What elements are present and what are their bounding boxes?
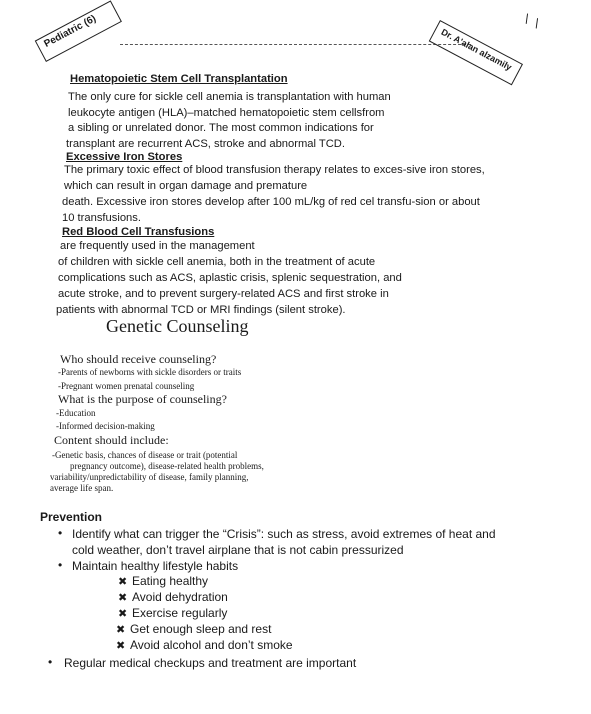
bullet-2-dot: • xyxy=(58,558,63,572)
genetic-counseling-title: Genetic Counseling xyxy=(106,316,249,336)
cross-icon: ✖ xyxy=(118,592,128,604)
hsct-line-3: a sibling or unrelated donor. The most common indications for xyxy=(68,122,374,134)
iron-line-3: death. Excessive iron stores develop after 100 mL/kg of red cel transfu-sion or about xyxy=(62,196,480,208)
rbc-heading: Red Blood Cell Transfusions xyxy=(62,226,215,238)
rbc-line-4: acute stroke, and to prevent surgery-related ACS and first stroke in xyxy=(58,288,389,300)
rbc-line-3: complications such as ACS, aplastic crisis, splenic sequestration, and xyxy=(58,272,402,284)
genetic-content-line-4: average life span. xyxy=(50,483,114,493)
iron-heading: Excessive Iron Stores xyxy=(66,151,183,163)
genetic-content-line-2: pregnancy outcome), disease-related health problems, xyxy=(70,461,264,471)
rbc-line-2: of children with sickle cell anemia, both in the treatment of acute xyxy=(58,256,376,268)
genetic-purpose-item-2: -Informed decision-making xyxy=(56,421,155,431)
habit-item-2-label: Avoid dehydration xyxy=(132,590,228,604)
hsct-heading: Hematopoietic Stem Cell Transplantation xyxy=(70,73,288,85)
genetic-content-line-3: variability/unpredictability of disease, family planning, xyxy=(50,472,249,482)
cross-icon: ✖ xyxy=(118,576,128,588)
header-tab-right-label: Dr. A'alan alzamily xyxy=(439,26,514,73)
hsct-line-4: transplant are recurrent ACS, stroke and abnormal TCD. xyxy=(66,138,345,150)
iron-line-1: The primary toxic effect of blood transfusion therapy relates to exces-sive iron stores, xyxy=(64,164,485,176)
bullet-1-dot: • xyxy=(58,526,63,540)
habit-item-3-label: Exercise regularly xyxy=(132,606,228,620)
header-rule xyxy=(120,44,471,45)
header-tab-right xyxy=(429,20,523,85)
habit-item-3 xyxy=(118,606,227,620)
header-tab-left xyxy=(35,0,122,62)
genetic-who-question: Who should receive counseling? xyxy=(60,352,217,366)
habit-item-5-label: Avoid alcohol and don’t smoke xyxy=(130,638,293,652)
rbc-line-1: are frequently used in the management xyxy=(60,240,255,252)
cross-icon: ✖ xyxy=(116,640,126,652)
hsct-line-2: leukocyte antigen (HLA)–matched hematopoietic stem cellsfrom xyxy=(68,107,385,119)
cross-icon: ✖ xyxy=(118,608,128,620)
rbc-line-5: patients with abnormal TCD or MRI findings (silent stroke). xyxy=(56,304,346,316)
iron-line-2: which can result in organ damage and premature xyxy=(64,180,308,192)
header-tab-left-label: Pediatric (6) xyxy=(42,13,99,50)
bullet-3-dot: • xyxy=(48,655,53,669)
habit-item-1 xyxy=(118,574,208,588)
iron-line-4: 10 transfusions. xyxy=(62,212,141,224)
habit-item-2 xyxy=(118,590,228,604)
bullet-2-text: Maintain healthy lifestyle habits xyxy=(72,559,239,573)
corner-marks: ∖ ∖ xyxy=(520,10,544,32)
cross-icon: ✖ xyxy=(116,624,126,636)
habit-item-1-label: Eating healthy xyxy=(132,574,209,588)
bullet-3-text: Regular medical checkups and treatment are important xyxy=(64,656,357,670)
genetic-content-question: Content should include: xyxy=(54,433,169,447)
habit-item-4 xyxy=(116,622,271,636)
genetic-purpose-item-1: -Education xyxy=(56,408,96,418)
genetic-purpose-question: What is the purpose of counseling? xyxy=(58,392,227,406)
prevention-heading: Prevention xyxy=(40,510,103,524)
habit-item-4-label: Get enough sleep and rest xyxy=(130,622,272,636)
bullet-1-line-1: Identify what can trigger the “Crisis”: such as stress, avoid extremes of heat and xyxy=(72,527,496,541)
habit-item-5 xyxy=(116,638,293,652)
genetic-who-item-1: -Parents of newborns with sickle disorders or traits xyxy=(58,367,242,377)
bullet-1-line-2: cold weather, don’t travel airplane that is not cabin pressurized xyxy=(72,543,404,557)
genetic-who-item-2: -Pregnant women prenatal counseling xyxy=(58,381,195,391)
hsct-line-1: The only cure for sickle cell anemia is transplantation with human xyxy=(68,91,391,103)
genetic-content-line-1: -Genetic basis, chances of disease or trait (potential xyxy=(52,450,238,460)
